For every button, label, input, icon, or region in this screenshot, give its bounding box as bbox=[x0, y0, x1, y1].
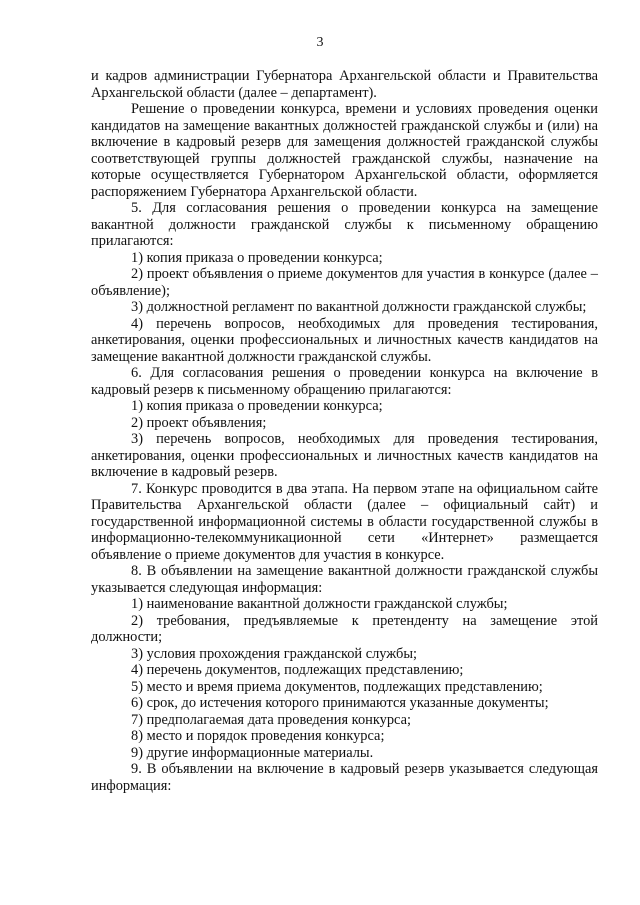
paragraph: 4) перечень документов, подлежащих представлению; bbox=[131, 662, 464, 678]
paragraph: 1) наименование вакантной должности гражданской службы; bbox=[131, 596, 508, 612]
paragraph: 7. Конкурс проводится в два этапа. На первом этапе на официальном сайте Правительства Архангельской области (далее – официальный сайт) и государственной информационной системы в области государственной службы в информационно-телекоммуникационной сети «Интернет» размещается объявление о приеме документов для участия в конкурсе. bbox=[91, 480, 598, 563]
paragraph: 6) срок, до истечения которого принимаются указанные документы; bbox=[131, 695, 549, 711]
page-number: 3 bbox=[316, 35, 324, 50]
paragraph: 6. Для согласования решения о проведении конкурса на включение в кадровый резерв к письменному обращению прилагаются: bbox=[91, 365, 598, 398]
paragraph: 2) проект объявления; bbox=[131, 414, 267, 431]
paragraph: 8. В объявлении на замещение вакантной должности гражданской службы указывается следующая информация: bbox=[91, 563, 598, 596]
paragraph: 8) место и порядок проведения конкурса; bbox=[131, 728, 385, 744]
document-body bbox=[91, 68, 598, 794]
paragraph: 2) проект объявления о приеме документов для участия в конкурсе (далее – объявление); bbox=[91, 266, 598, 299]
paragraph: 5. Для согласования решения о проведении конкурса на замещение вакантной должности гражданской службы к письменному обращению прилагаются: bbox=[91, 200, 598, 249]
paragraph: 3) условия прохождения гражданской службы; bbox=[131, 645, 418, 662]
paragraph: 3) должностной регламент по вакантной должности гражданской службы; bbox=[131, 299, 587, 315]
paragraph: Решение о проведении конкурса, времени и условиях проведения оценки кандидатов на замещение вакантных должностей гражданской службы и (или) на включение в кадровый резерв для замещения должностей гражданской службы соответствующей группы должностей гражданской службы, назначение на которые осуществляется Губернатором Архангельской области, оформляется распоряжением Губернатора Архангельской области. bbox=[91, 101, 598, 200]
paragraph: и кадров администрации Губернатора Архангельской области и Правительства Архангельской области (далее – департамент). bbox=[91, 68, 598, 101]
paragraph: 2) требования, предъявляемые к претенденту на замещение этой должности; bbox=[91, 612, 598, 645]
paragraph: 5) место и время приема документов, подлежащих представлению; bbox=[131, 678, 543, 695]
paragraph: 4) перечень вопросов, необходимых для проведения тестирования, анкетирования, оценки профессиональных и личностных качеств кандидатов на замещение вакантной должности гражданской службы. bbox=[91, 315, 598, 365]
paragraph: 1) копия приказа о проведении конкурса; bbox=[131, 398, 383, 414]
paragraph: 3) перечень вопросов, необходимых для проведения тестирования, анкетирования, оценки профессиональных и личностных качеств кандидатов на включение в кадровый резерв. bbox=[91, 431, 598, 480]
paragraph: 9) другие информационные материалы. bbox=[131, 744, 374, 761]
paragraph: 9. В объявлении на включение в кадровый резерв указывается следующая информация: bbox=[91, 761, 598, 794]
paragraph: 7) предполагаемая дата проведения конкурса; bbox=[131, 711, 411, 728]
paragraph: 1) копия приказа о проведении конкурса; bbox=[131, 249, 383, 266]
